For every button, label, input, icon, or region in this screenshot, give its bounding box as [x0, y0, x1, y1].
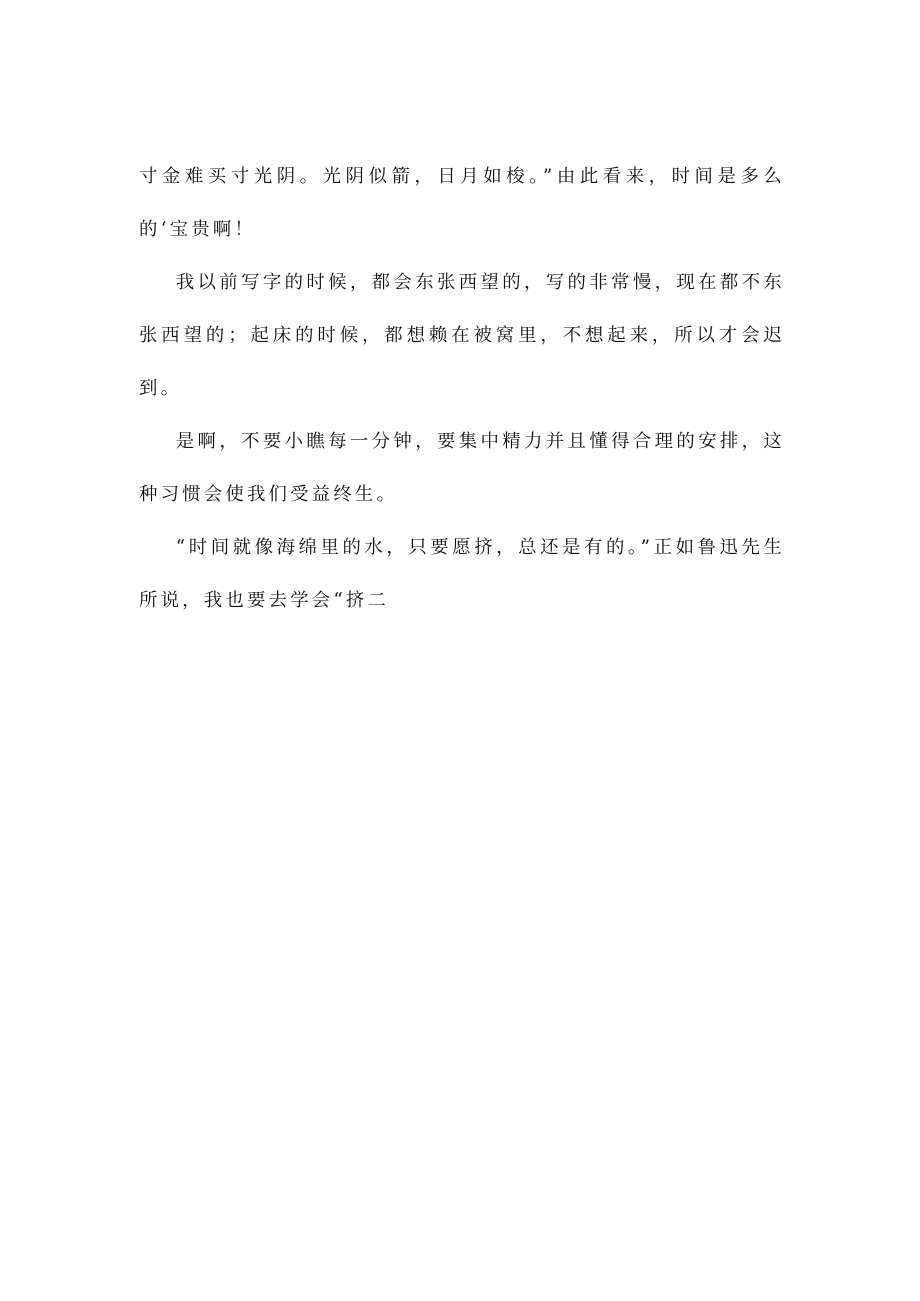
document-body — [139, 150, 785, 627]
paragraph-2: 我以前写字的时候，都会东张西望的，写的非常慢，现在都不东张西望的；起床的时候，都想赖在被窝里，不想起来，所以才会迟到。 — [139, 272, 785, 399]
paragraph-3: 是啊，不要小瞧每一分钟，要集中精力并且懂得合理的安排，这种习惯会使我们受益终生。 — [139, 431, 785, 505]
paragraph-1: 寸金难买寸光阴。光阴似箭，日月如梭。”由此看来，时间是多么的‘宝贵啊！ — [139, 166, 785, 240]
paragraph-4: “时间就像海绵里的水，只要愿挤，总还是有的。”正如鲁迅先生所说，我也要去学会“挤二 — [139, 537, 785, 611]
